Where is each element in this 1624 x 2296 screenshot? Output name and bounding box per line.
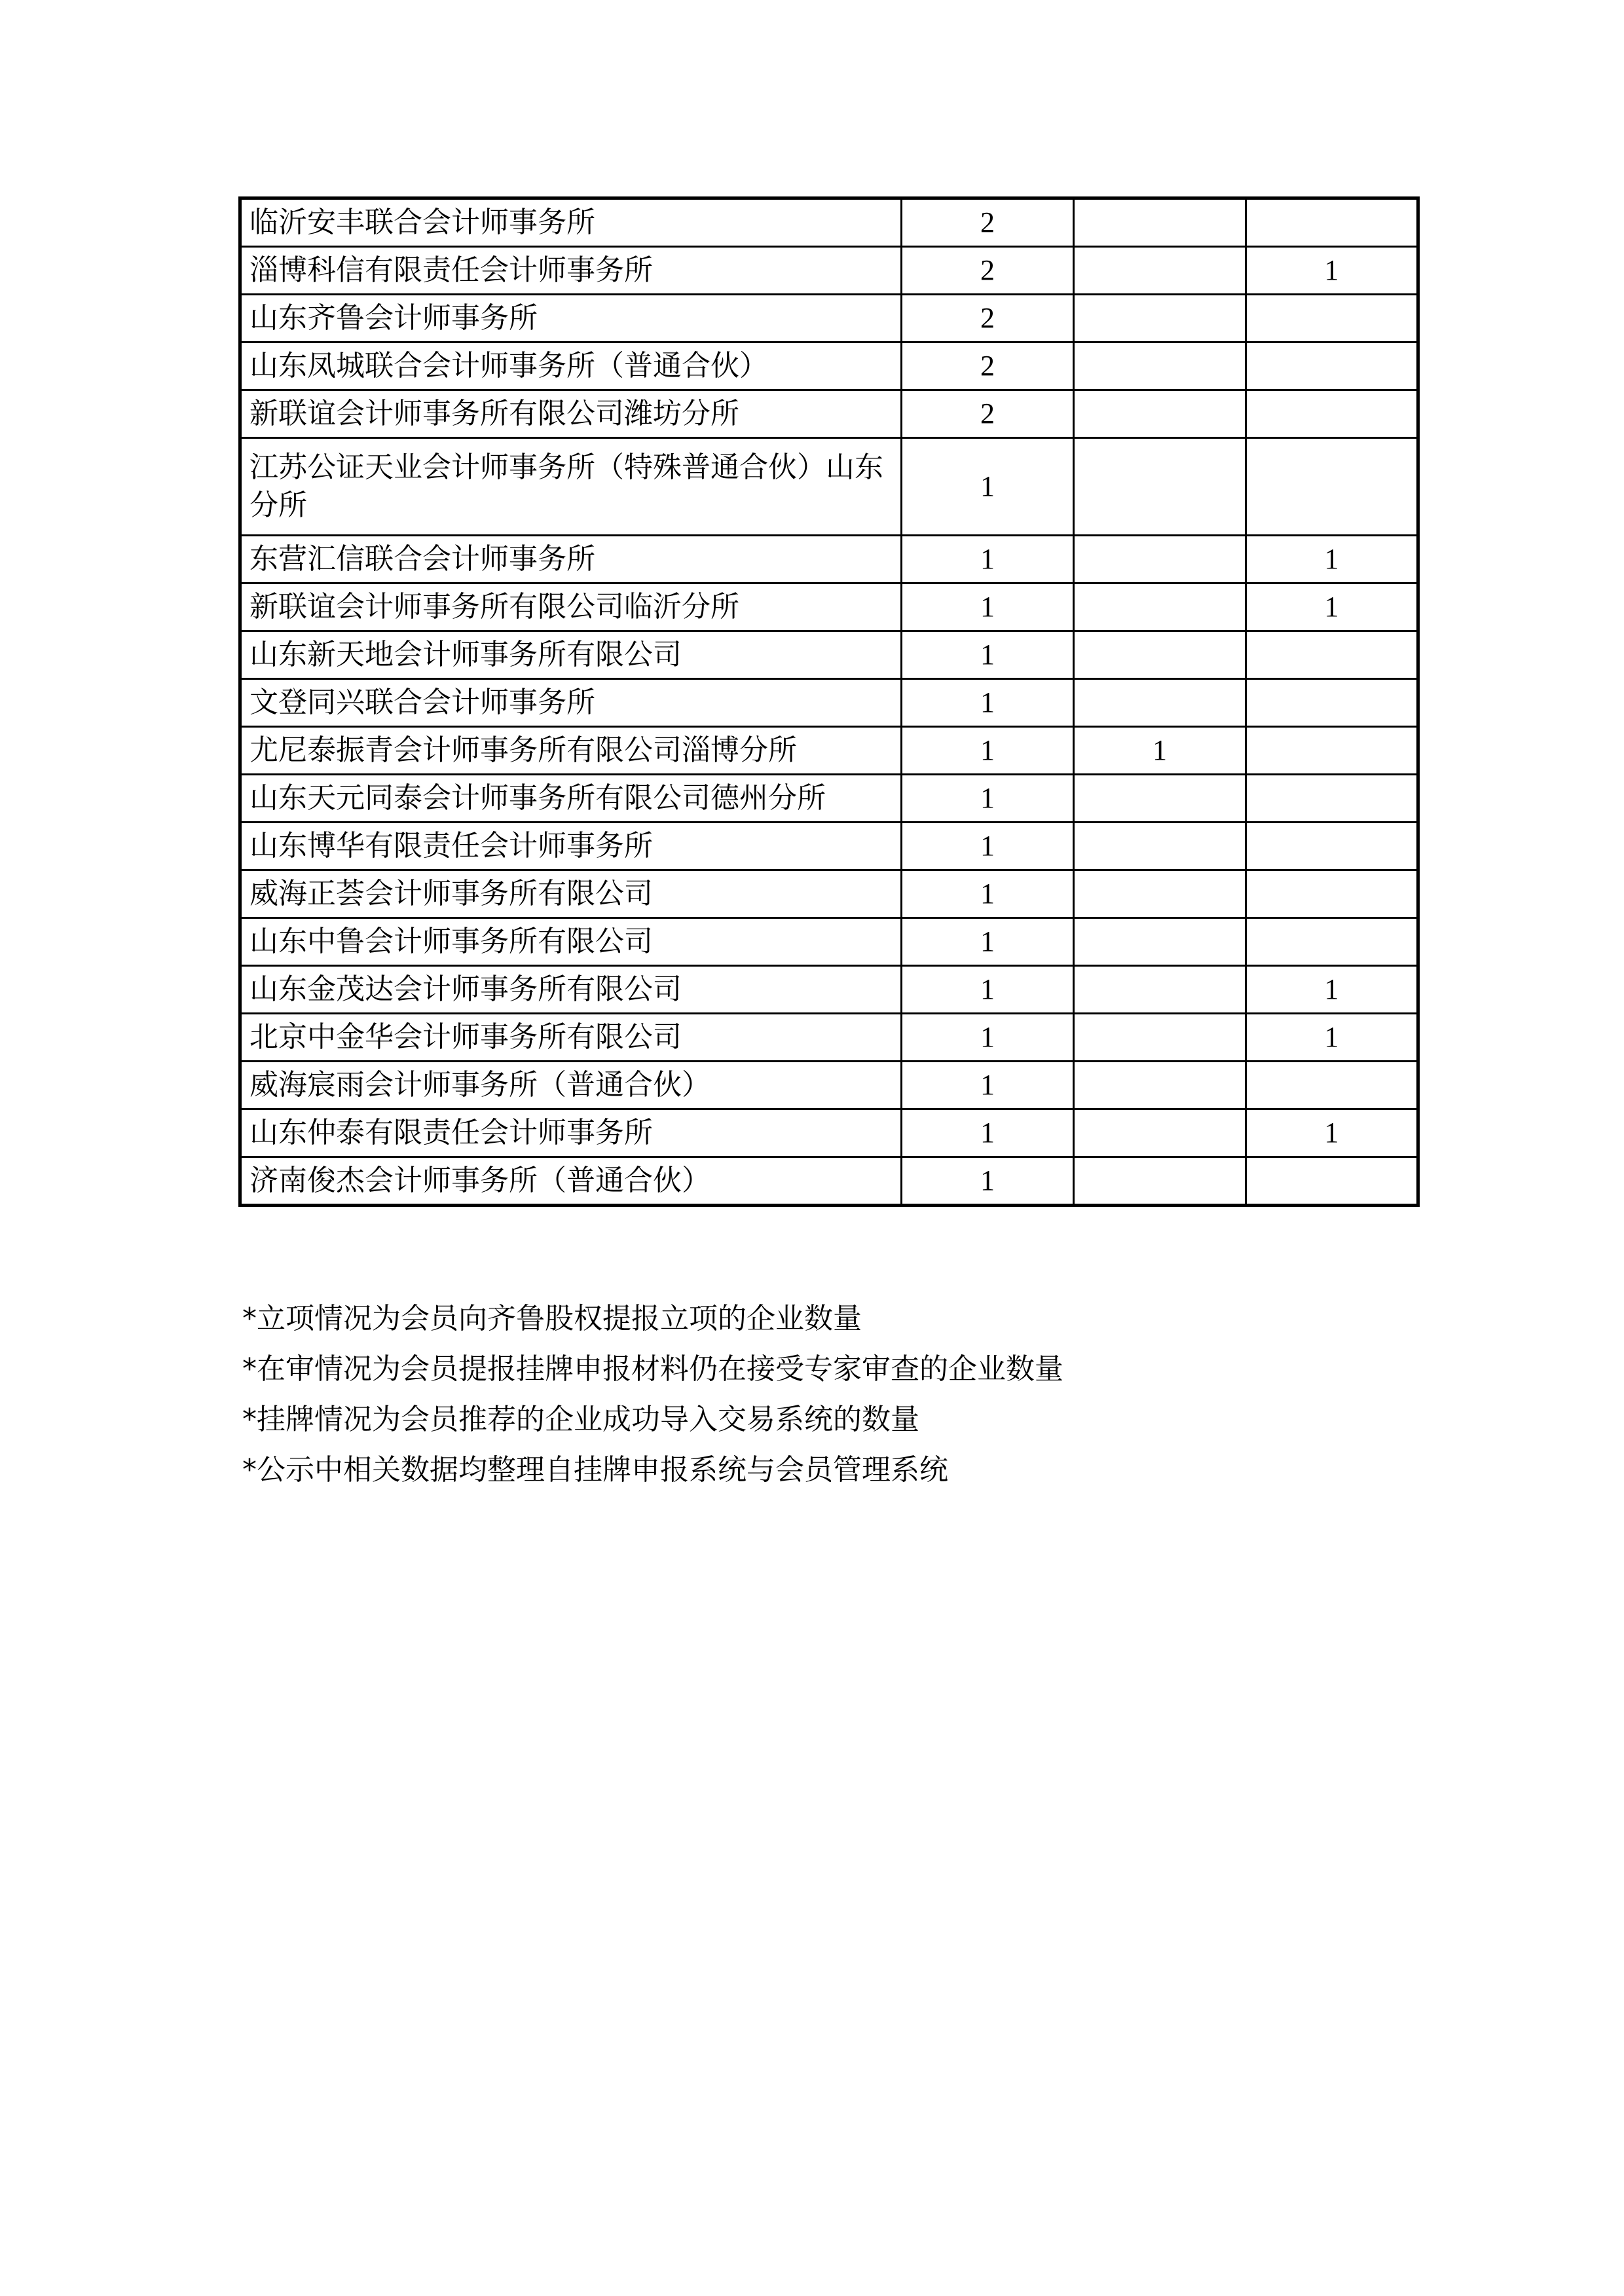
firm-name-cell: 山东中鲁会计师事务所有限公司 — [240, 918, 902, 966]
listed-count-cell: 1 — [1246, 1109, 1418, 1157]
listed-count-cell: 1 — [1246, 966, 1418, 1014]
listed-count-cell — [1246, 198, 1418, 247]
review-count-cell — [1074, 823, 1246, 870]
table-row — [240, 198, 1418, 247]
footnote-listing-definition: *挂牌情况为会员推荐的企业成功导入交易系统的数量 — [242, 1403, 919, 1436]
firm-name-cell: 济南俊杰会计师事务所（普通合伙） — [240, 1157, 902, 1206]
table-row — [240, 1014, 1418, 1062]
firm-name-cell: 尤尼泰振青会计师事务所有限公司淄博分所 — [240, 727, 902, 775]
listed-count-cell: 1 — [1246, 583, 1418, 631]
table-row — [240, 343, 1418, 390]
table-row — [240, 583, 1418, 631]
firm-name-cell: 江苏公证天业会计师事务所（特殊普通合伙）山东分所 — [240, 438, 902, 536]
footnote-data-source: *公示中相关数据均整理自挂牌申报系统与会员管理系统 — [242, 1453, 948, 1487]
table-row — [240, 536, 1418, 583]
firm-name-cell: 山东仲泰有限责任会计师事务所 — [240, 1109, 902, 1157]
project-count-cell: 1 — [902, 870, 1074, 918]
firm-name-cell: 山东天元同泰会计师事务所有限公司德州分所 — [240, 775, 902, 823]
project-count-cell: 2 — [902, 295, 1074, 343]
listed-count-cell — [1246, 295, 1418, 343]
table-row — [240, 1157, 1418, 1206]
review-count-cell — [1074, 1157, 1246, 1206]
project-count-cell: 1 — [902, 1062, 1074, 1109]
firm-name-cell: 文登同兴联合会计师事务所 — [240, 679, 902, 727]
footnotes — [242, 1293, 1486, 1495]
table-row — [240, 966, 1418, 1014]
table-row — [240, 918, 1418, 966]
project-count-cell: 1 — [902, 438, 1074, 536]
review-count-cell — [1074, 870, 1246, 918]
member-stats-table-body — [240, 198, 1418, 1206]
review-count-cell — [1074, 198, 1246, 247]
project-count-cell: 1 — [902, 727, 1074, 775]
firm-name-cell: 威海正荟会计师事务所有限公司 — [240, 870, 902, 918]
listed-count-cell — [1246, 918, 1418, 966]
review-count-cell — [1074, 583, 1246, 631]
project-count-cell: 1 — [902, 966, 1074, 1014]
project-count-cell: 2 — [902, 390, 1074, 438]
listed-count-cell: 1 — [1246, 536, 1418, 583]
firm-name-cell: 北京中金华会计师事务所有限公司 — [240, 1014, 902, 1062]
table-row — [240, 775, 1418, 823]
firm-name-cell: 东营汇信联合会计师事务所 — [240, 536, 902, 583]
project-count-cell: 1 — [902, 823, 1074, 870]
review-count-cell — [1074, 918, 1246, 966]
table-row — [240, 1109, 1418, 1157]
table-row — [240, 390, 1418, 438]
firm-name-cell: 山东博华有限责任会计师事务所 — [240, 823, 902, 870]
project-count-cell: 1 — [902, 583, 1074, 631]
review-count-cell: 1 — [1074, 727, 1246, 775]
listed-count-cell — [1246, 343, 1418, 390]
firm-name-cell: 新联谊会计师事务所有限公司潍坊分所 — [240, 390, 902, 438]
table-row — [240, 679, 1418, 727]
listed-count-cell — [1246, 438, 1418, 536]
table-row — [240, 631, 1418, 679]
firm-name-cell: 临沂安丰联合会计师事务所 — [240, 198, 902, 247]
firm-name-cell: 山东齐鲁会计师事务所 — [240, 295, 902, 343]
project-count-cell: 1 — [902, 918, 1074, 966]
project-count-cell: 1 — [902, 536, 1074, 583]
listed-count-cell: 1 — [1246, 1014, 1418, 1062]
review-count-cell — [1074, 679, 1246, 727]
table-row — [240, 247, 1418, 295]
review-count-cell — [1074, 343, 1246, 390]
project-count-cell: 1 — [902, 1157, 1074, 1206]
review-count-cell — [1074, 1062, 1246, 1109]
review-count-cell — [1074, 1014, 1246, 1062]
firm-name-cell: 淄博科信有限责任会计师事务所 — [240, 247, 902, 295]
project-count-cell: 1 — [902, 1109, 1074, 1157]
project-count-cell: 1 — [902, 631, 1074, 679]
listed-count-cell — [1246, 823, 1418, 870]
firm-name-cell: 威海宸雨会计师事务所（普通合伙） — [240, 1062, 902, 1109]
listed-count-cell — [1246, 631, 1418, 679]
firm-name-cell: 山东凤城联合会计师事务所（普通合伙） — [240, 343, 902, 390]
review-count-cell — [1074, 966, 1246, 1014]
listed-count-cell — [1246, 1157, 1418, 1206]
firm-name-cell: 山东金茂达会计师事务所有限公司 — [240, 966, 902, 1014]
project-count-cell: 2 — [902, 343, 1074, 390]
table-row — [240, 870, 1418, 918]
review-count-cell — [1074, 536, 1246, 583]
review-count-cell — [1074, 438, 1246, 536]
listed-count-cell — [1246, 727, 1418, 775]
listed-count-cell — [1246, 1062, 1418, 1109]
listed-count-cell — [1246, 775, 1418, 823]
table-row — [240, 295, 1418, 343]
project-count-cell: 2 — [902, 247, 1074, 295]
project-count-cell: 2 — [902, 198, 1074, 247]
review-count-cell — [1074, 631, 1246, 679]
footnote-project-definition: *立项情况为会员向齐鲁股权提报立项的企业数量 — [242, 1302, 862, 1335]
member-stats-table — [238, 196, 1420, 1207]
review-count-cell — [1074, 775, 1246, 823]
table-row — [240, 438, 1418, 536]
table-row — [240, 1062, 1418, 1109]
project-count-cell: 1 — [902, 1014, 1074, 1062]
firm-name-cell: 新联谊会计师事务所有限公司临沂分所 — [240, 583, 902, 631]
project-count-cell: 1 — [902, 775, 1074, 823]
review-count-cell — [1074, 295, 1246, 343]
listed-count-cell — [1246, 679, 1418, 727]
project-count-cell: 1 — [902, 679, 1074, 727]
table-row — [240, 823, 1418, 870]
listed-count-cell: 1 — [1246, 247, 1418, 295]
review-count-cell — [1074, 247, 1246, 295]
table-row — [240, 727, 1418, 775]
footnote-review-definition: *在审情况为会员提报挂牌申报材料仍在接受专家审查的企业数量 — [242, 1352, 1063, 1386]
listed-count-cell — [1246, 390, 1418, 438]
review-count-cell — [1074, 1109, 1246, 1157]
firm-name-cell: 山东新天地会计师事务所有限公司 — [240, 631, 902, 679]
listed-count-cell — [1246, 870, 1418, 918]
review-count-cell — [1074, 390, 1246, 438]
